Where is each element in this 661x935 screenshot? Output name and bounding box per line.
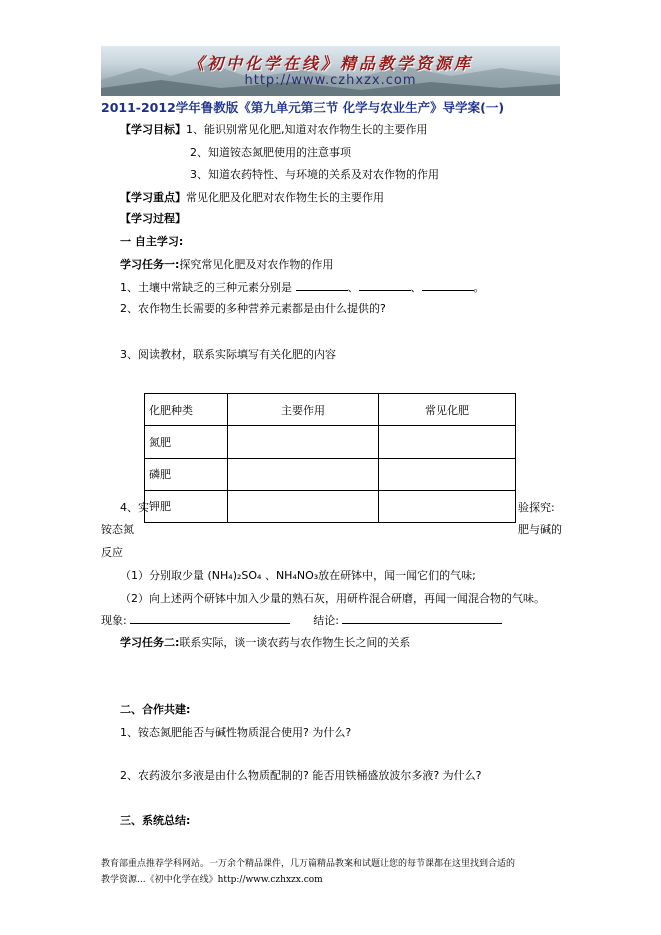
- key-point-line: [120, 189, 384, 205]
- process-heading: 【学习过程】: [120, 212, 186, 225]
- table-row: [145, 426, 516, 458]
- question-1: [120, 279, 485, 295]
- table-row: [145, 490, 516, 522]
- observation-line: [101, 612, 502, 628]
- table-cell-blank[interactable]: [379, 458, 516, 490]
- experiment-line-3: 反应: [101, 546, 123, 559]
- task2-text: 联系实际，谈一谈农药与农作物生长之间的关系: [179, 636, 411, 649]
- cooperation-heading: 二、合作共建:: [120, 703, 191, 716]
- task1-line: [120, 256, 333, 272]
- fertilizer-table: [144, 393, 516, 523]
- experiment-fragment-right-2: 肥与碱的: [518, 523, 562, 536]
- period: 。: [473, 281, 485, 294]
- experiment-fragment-left-1: 4、实: [120, 501, 149, 514]
- summary-heading: 三、系统总结:: [120, 814, 191, 827]
- answer-blank[interactable]: [359, 280, 411, 291]
- separator: 、: [410, 281, 422, 294]
- banner-image: [101, 46, 560, 96]
- objectives-heading: 【学习目标】: [120, 123, 186, 136]
- document-title: 2011-2012学年鲁教版《第九单元第三节 化学与农业生产》导学案(一): [101, 100, 505, 115]
- objectives-line-1: [120, 121, 428, 137]
- table-cell-blank[interactable]: [228, 426, 379, 458]
- table-cell: 钾肥: [145, 490, 228, 522]
- table-header-cell: 化肥种类: [145, 394, 228, 426]
- phenomenon-blank[interactable]: [130, 613, 290, 624]
- table-cell-blank[interactable]: [379, 426, 516, 458]
- self-study-heading: 一 自主学习:: [120, 235, 184, 248]
- table-cell-blank[interactable]: [228, 458, 379, 490]
- task2-line: [120, 634, 410, 650]
- objective-item: 3、知道农药特性、与环境的关系及对农作物的作用: [190, 168, 439, 181]
- experiment-step-2: （2）向上述两个研钵中加入少量的熟石灰，用研杵混合研磨，再闻一闻混合物的气味。: [120, 592, 545, 605]
- footer-line-2: 教学资源...《初中化学在线》http://www.czhxzx.com: [101, 875, 323, 885]
- answer-blank[interactable]: [422, 280, 474, 291]
- table-header-cell: 常见化肥: [379, 394, 516, 426]
- answer-blank[interactable]: [296, 280, 348, 291]
- table-header-cell: 主要作用: [228, 394, 379, 426]
- table-cell: 磷肥: [145, 458, 228, 490]
- conclusion-blank[interactable]: [342, 613, 502, 624]
- question-3: 3、阅读教材，联系实际填写有关化肥的内容: [120, 348, 336, 361]
- conclusion-label: 结论:: [313, 614, 339, 627]
- key-point-heading: 【学习重点】: [120, 191, 186, 204]
- banner-title: 《初中化学在线》精品教学资源库: [187, 54, 473, 73]
- task1-label: 学习任务一:: [120, 258, 180, 271]
- objective-item: 2、知道铵态氮肥使用的注意事项: [190, 146, 351, 159]
- objective-item: 1、能识别常见化肥,知道对农作物生长的主要作用: [186, 123, 428, 136]
- task1-text: 探究常见化肥及对农作物的作用: [179, 258, 334, 271]
- experiment-step-1: （1）分别取少量 (NH₄)₂SO₄ 、NH₄NO₃放在研钵中，闻一闻它们的气味;: [120, 569, 476, 582]
- key-point-text: 常见化肥及化肥对农作物生长的主要作用: [186, 191, 384, 204]
- table-row: [145, 458, 516, 490]
- footer-line-1: 教育部重点推荐学科网站。一万余个精品课件，几万篇精品教案和试题让您的每节课都在这里找到合适的: [101, 859, 516, 869]
- question-1-text: 1、土壤中常缺乏的三种元素分别是: [120, 281, 292, 294]
- table-cell: 氮肥: [145, 426, 228, 458]
- task2-label: 学习任务二:: [120, 636, 180, 649]
- table-cell-blank[interactable]: [379, 490, 516, 522]
- cooperation-question-1: 1、铵态氮肥能否与碱性物质混合使用? 为什么?: [120, 726, 352, 739]
- question-2: 2、农作物生长需要的多种营养元素都是由什么提供的?: [120, 302, 386, 315]
- cooperation-question-2: 2、农药波尔多液是由什么物质配制的? 能否用铁桶盛放波尔多液? 为什么?: [120, 769, 482, 782]
- experiment-fragment-left-2: 铵态氮: [101, 523, 134, 536]
- phenomenon-label: 现象:: [101, 614, 127, 627]
- banner-url[interactable]: http://www.czhxzx.com: [244, 73, 417, 88]
- experiment-fragment-right-1: 验探究:: [518, 501, 555, 514]
- table-cell-blank[interactable]: [228, 490, 379, 522]
- separator: 、: [347, 281, 359, 294]
- table-header-row: [145, 394, 516, 426]
